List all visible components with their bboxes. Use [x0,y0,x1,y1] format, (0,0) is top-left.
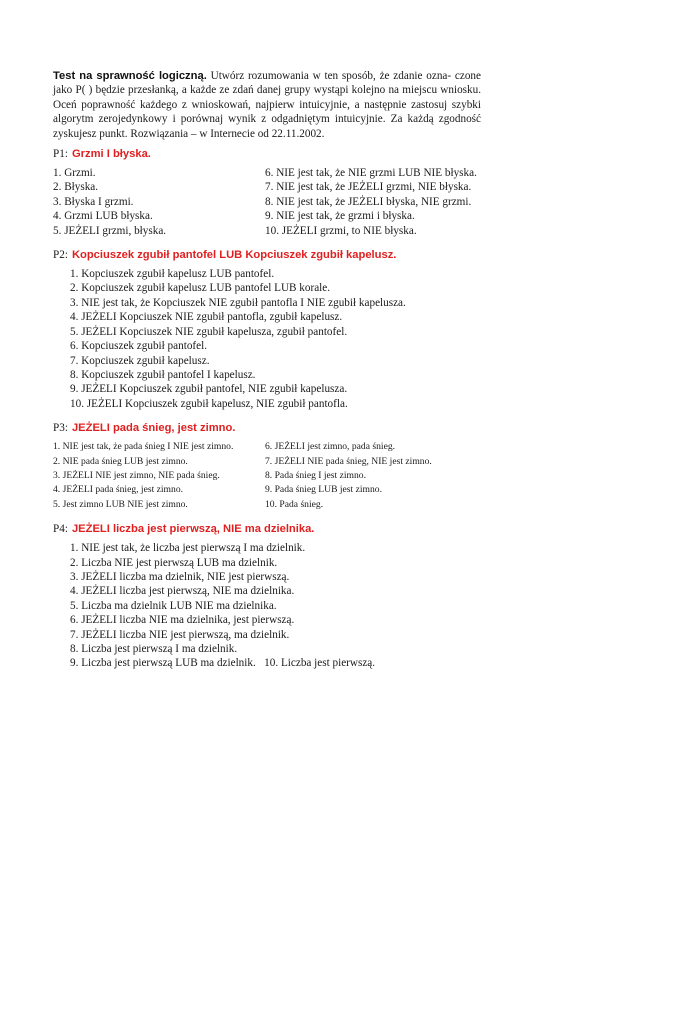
list-item: 6. Kopciuszek zgubił pantofel. [70,340,208,353]
list-item: 2. Błyska. [53,181,99,194]
two-column-list [53,440,481,512]
section-p3 [53,421,481,512]
list-item: 8. Kopciuszek zgubił pantofel I kapelusz. [70,368,256,381]
list-item: 3. Błyska I grzmi. [53,195,134,208]
intro-line: 22.11.2002. [271,127,325,140]
list-item: 6. JEŻELI jest zimno, pada śnieg. [265,441,396,453]
list-item: 8. Pada śnieg I jest zimno. [265,469,366,481]
intro-lead: Test na sprawność logiczną. [53,70,207,82]
list-item: 9. JEŻELI Kopciuszek zgubił pantofel, NIE zgubił kapelusza. [70,383,348,396]
list-item: 2. Liczba NIE jest pierwszą LUB ma dzielnik. [70,556,278,569]
list-item: 6. NIE jest tak, że NIE grzmi LUB NIE błyska. [265,167,477,180]
list-item: 4. JEŻELI pada śnieg, jest zimno. [53,484,184,496]
list-item: 10. Pada śnieg. [265,498,324,510]
list-item: 9. Liczba jest pierwszą LUB ma dzielnik. 10. Liczba jest pierwszą. [70,657,376,670]
section-heading [53,147,481,161]
list-item: 5. Liczba ma dzielnik LUB NIE ma dzielnika. [70,599,277,612]
list-item: 9. Pada śnieg LUB jest zimno. [265,484,382,496]
numbered-list [53,267,481,411]
two-column-list [53,166,481,238]
list-item: 5. JEŻELI grzmi, błyska. [53,224,167,237]
section-p2 [53,248,481,411]
list-item: 1. Kopciuszek zgubił kapelusz LUB pantofel. [70,268,275,281]
section-label: P3: [53,422,68,435]
intro-paragraph [53,69,481,141]
section-label: P1: [53,148,68,161]
right-column [265,440,481,512]
list-item: 7. NIE jest tak, że JEŻELI grzmi, NIE błyska. [265,181,472,194]
left-column [53,440,265,512]
section-heading [53,421,481,435]
list-item: 3. NIE jest tak, że Kopciuszek NIE zgubił pantofla I NIE zgubił kapelusza. [70,296,406,309]
list-item: 10. JEŻELI grzmi, to NIE błyska. [265,224,417,237]
list-item: 3. JEŻELI liczba ma dzielnik, NIE jest pierwszą. [70,570,290,583]
intro-line: intuicyjnie. Za każdą zgodność zyskujesz punkt. Rozwiązania – w Internecie od [53,113,481,140]
section-title: Kopciuszek zgubił pantofel LUB Kopciuszek zgubił kapelusz. [71,249,397,262]
section-title: Grzmi I błyska. [71,148,151,161]
list-item: 1. Grzmi. [53,167,96,180]
section-heading [53,248,481,262]
left-column [53,166,265,238]
right-column [265,166,481,238]
list-item: 7. Kopciuszek zgubił kapelusz. [70,354,210,367]
list-item: 5. Jest zimno LUB NIE jest zimno. [53,498,188,510]
list-item: 8. NIE jest tak, że JEŻELI błyska, NIE grzmi. [265,195,472,208]
list-item: 7. JEŻELI NIE pada śnieg, NIE jest zimno. [265,455,432,467]
list-item: 6. JEŻELI liczba NIE ma dzielnika, jest pierwszą. [70,614,295,627]
intro-line: następnie zastosuj szybki algorytm zerojedynkowy i porównaj wynik z odgadniętym [53,98,481,126]
section-p4 [53,522,481,671]
section-p1 [53,147,481,238]
intro-line: czone jako P( ) będzie przesłanką, a każde ze zdań danej grupy wystąpi kolejno na [53,70,481,97]
section-label: P4: [53,523,68,536]
list-item: 4. JEŻELI Kopciuszek NIE zgubił pantofla, zgubił kapelusz. [70,311,343,324]
numbered-list [53,541,481,671]
list-item: 5. JEŻELI Kopciuszek NIE zgubił kapelusza, zgubił pantofel. [70,325,348,338]
list-item: 4. JEŻELI liczba jest pierwszą, NIE ma dzielnika. [70,585,295,598]
section-heading [53,522,481,536]
intro-line: miejscu wniosku. Oceń poprawność każdego z wnioskowań, najpierw intuicyjnie, a [53,84,482,111]
list-item: 2. NIE pada śnieg LUB jest zimno. [53,455,188,467]
list-item: 9. NIE jest tak, że grzmi i błyska. [265,210,415,223]
list-item: 4. Grzmi LUB błyska. [53,210,153,223]
list-item: 3. JEŻELI NIE jest zimno, NIE pada śnieg. [53,469,220,481]
list-item: 7. JEŻELI liczba NIE jest pierwszą, ma dzielnik. [70,628,290,641]
list-item: 1. NIE jest tak, że liczba jest pierwszą I ma dzielnik. [70,542,306,555]
section-title: JEŻELI pada śnieg, jest zimno. [71,422,236,435]
intro-line: Utwórz rozumowania w ten sposób, że zdanie ozna- [206,70,452,82]
document-page [53,69,481,671]
section-label: P2: [53,249,68,262]
section-title: JEŻELI liczba jest pierwszą, NIE ma dzielnika. [71,523,315,536]
list-item: 2. Kopciuszek zgubił kapelusz LUB pantofel LUB korale. [70,282,331,295]
list-item: 1. NIE jest tak, że pada śnieg I NIE jest zimno. [53,441,234,453]
list-item: 10. JEŻELI Kopciuszek zgubił kapelusz, NIE zgubił pantofla. [70,397,348,410]
list-item: 8. Liczba jest pierwszą I ma dzielnik. [70,643,238,655]
